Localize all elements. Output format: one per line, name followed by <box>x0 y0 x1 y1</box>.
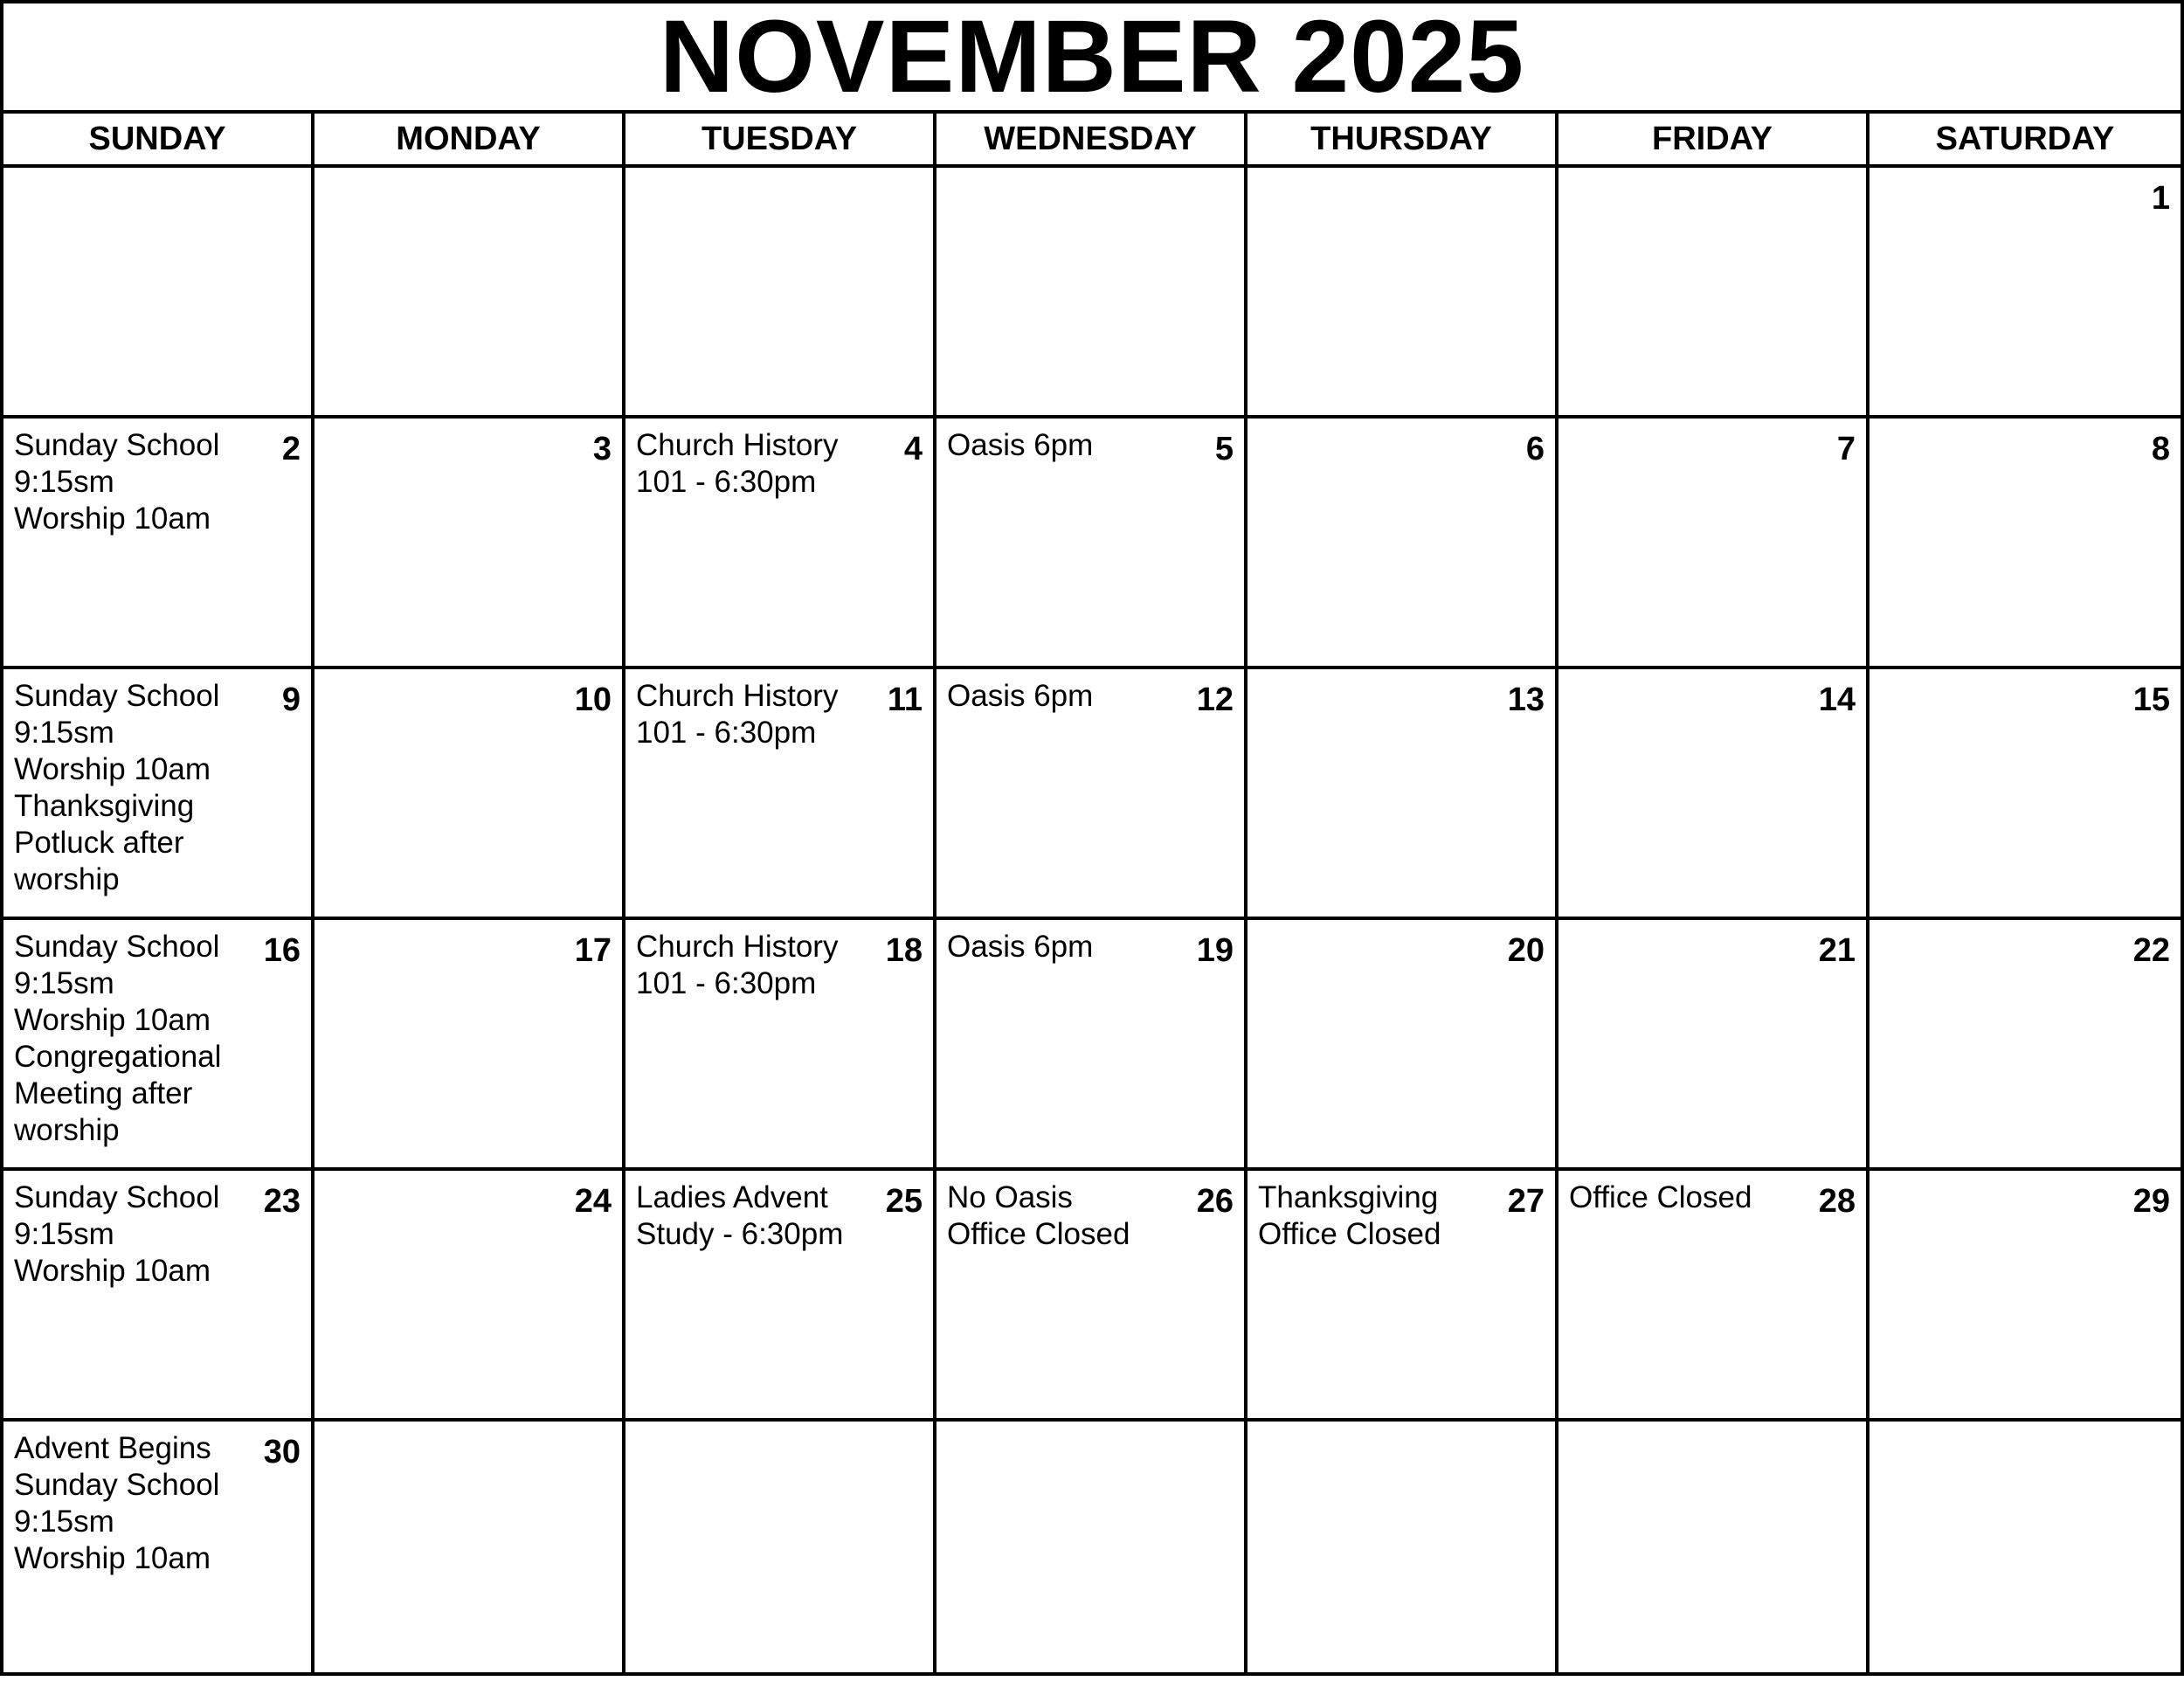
day-number: 17 <box>574 932 612 969</box>
event-text: Sunday School <box>14 930 220 964</box>
day-cell-18 <box>625 920 936 1167</box>
day-number: 5 <box>1214 431 1234 467</box>
day-number: 19 <box>1196 932 1234 969</box>
event-list <box>14 1180 255 1290</box>
day-cell-empty <box>1870 1422 2181 1672</box>
event-list <box>1569 1180 1810 1216</box>
day-number: 28 <box>1818 1183 1856 1220</box>
day-cell-empty <box>1559 1422 1870 1672</box>
day-number: 16 <box>263 932 301 969</box>
day-cell-empty <box>1248 1422 1559 1672</box>
event-text: Office Closed <box>1569 1180 1752 1214</box>
event-text: Sunday School <box>14 1180 220 1214</box>
day-number: 20 <box>1507 932 1545 969</box>
day-number: 11 <box>887 681 923 718</box>
month-title: NOVEMBER 2025 <box>3 3 2181 114</box>
week-row <box>3 1422 2181 1672</box>
day-number: 8 <box>2151 431 2170 467</box>
day-cell-empty <box>936 1422 1248 1672</box>
event-list <box>636 1180 877 1253</box>
day-number: 13 <box>1507 681 1545 718</box>
event-text: Potluck after <box>14 826 184 860</box>
day-cell-5 <box>936 419 1248 666</box>
day-cell-empty <box>625 168 936 415</box>
day-number: 26 <box>1196 1183 1234 1220</box>
day-cell-1 <box>1870 168 2181 415</box>
event-text: Worship 10am <box>14 1541 211 1575</box>
event-text: Oasis 6pm <box>947 428 1094 462</box>
day-cell-15 <box>1870 669 2181 917</box>
event-text: Office Closed <box>947 1217 1130 1251</box>
day-number: 1 <box>2151 180 2170 217</box>
day-cell-26 <box>936 1171 1248 1418</box>
day-cell-9 <box>3 669 314 917</box>
event-text: Congregational <box>14 1040 222 1074</box>
day-number: 25 <box>885 1183 923 1220</box>
event-list <box>14 929 255 1149</box>
event-text: Study - 6:30pm <box>636 1217 844 1251</box>
day-cell-12 <box>936 669 1248 917</box>
event-list <box>947 678 1188 715</box>
day-number: 7 <box>1836 431 1856 467</box>
event-text: Ladies Advent <box>636 1180 828 1214</box>
weekday-header-tuesday: TUESDAY <box>625 114 936 164</box>
day-number: 21 <box>1818 932 1856 969</box>
day-cell-27 <box>1248 1171 1559 1418</box>
day-cell-19 <box>936 920 1248 1167</box>
event-text: No Oasis <box>947 1180 1073 1214</box>
week-row <box>3 920 2181 1171</box>
event-list <box>14 427 255 537</box>
day-number: 18 <box>885 932 923 969</box>
day-cell-29 <box>1870 1171 2181 1418</box>
day-cell-8 <box>1870 419 2181 666</box>
day-cell-6 <box>1248 419 1559 666</box>
event-list <box>947 929 1188 965</box>
event-text: 101 - 6:30pm <box>636 966 817 1000</box>
day-cell-2 <box>3 419 314 666</box>
week-row <box>3 669 2181 920</box>
day-cell-3 <box>314 419 625 666</box>
day-number: 29 <box>2132 1183 2170 1220</box>
event-text: 9:15sm <box>14 716 114 750</box>
event-text: Sunday School <box>14 428 220 462</box>
day-cell-empty <box>936 168 1248 415</box>
day-number: 23 <box>263 1183 301 1220</box>
day-cell-11 <box>625 669 936 917</box>
day-number: 27 <box>1507 1183 1545 1220</box>
day-number: 15 <box>2132 681 2170 718</box>
event-list <box>636 929 877 1002</box>
day-cell-empty <box>314 1422 625 1672</box>
day-cell-24 <box>314 1171 625 1418</box>
day-cell-22 <box>1870 920 2181 1167</box>
day-cell-empty <box>1559 168 1870 415</box>
event-text: Meeting after <box>14 1076 193 1110</box>
day-cell-7 <box>1559 419 1870 666</box>
day-cell-16 <box>3 920 314 1167</box>
day-number: 14 <box>1818 681 1856 718</box>
event-text: Church History <box>636 930 839 964</box>
event-text: Sunday School <box>14 679 220 713</box>
day-number: 10 <box>574 681 612 718</box>
weekday-header-saturday: SATURDAY <box>1935 120 2115 157</box>
day-cell-empty <box>3 168 314 415</box>
weekday-header-row <box>3 114 2181 168</box>
event-list <box>14 678 255 898</box>
event-text: Worship 10am <box>14 1003 211 1037</box>
day-number: 12 <box>1196 681 1234 718</box>
day-number: 3 <box>592 431 612 467</box>
day-cell-20 <box>1248 920 1559 1167</box>
event-list <box>14 1430 255 1577</box>
day-number: 4 <box>903 431 923 467</box>
day-cell-30 <box>3 1422 314 1672</box>
event-text: 101 - 6:30pm <box>636 716 817 750</box>
day-cell-23 <box>3 1171 314 1418</box>
day-number: 30 <box>263 1434 301 1470</box>
event-text: Church History <box>636 428 839 462</box>
event-text: Worship 10am <box>14 752 211 786</box>
day-number: 24 <box>574 1183 612 1220</box>
day-cell-empty <box>314 168 625 415</box>
day-number: 6 <box>1525 431 1545 467</box>
day-cell-10 <box>314 669 625 917</box>
weekday-header-sunday: SUNDAY <box>3 114 314 164</box>
day-cell-21 <box>1559 920 1870 1167</box>
event-list <box>636 678 877 751</box>
event-text: Church History <box>636 679 839 713</box>
event-text: Worship 10am <box>14 502 211 536</box>
day-cell-14 <box>1559 669 1870 917</box>
event-text: 101 - 6:30pm <box>636 465 817 499</box>
week-row <box>3 168 2181 419</box>
day-cell-13 <box>1248 669 1559 917</box>
event-text: Advent Begins <box>14 1431 211 1465</box>
day-cell-17 <box>314 920 625 1167</box>
event-list <box>947 427 1188 464</box>
event-text: 9:15sm <box>14 966 114 1000</box>
day-number: 2 <box>281 431 301 467</box>
day-cell-25 <box>625 1171 936 1418</box>
event-text: 9:15sm <box>14 465 114 499</box>
event-text: Worship 10am <box>14 1254 211 1288</box>
event-text: 9:15sm <box>14 1505 114 1539</box>
day-number: 22 <box>2132 932 2170 969</box>
event-list <box>636 427 877 501</box>
day-cell-28 <box>1559 1171 1870 1418</box>
weekday-header-monday: MONDAY <box>314 114 625 164</box>
weekday-header-friday: FRIDAY <box>1559 114 1870 164</box>
event-text: Oasis 6pm <box>947 679 1094 713</box>
event-text: 9:15sm <box>14 1217 114 1251</box>
day-cell-empty <box>625 1422 936 1672</box>
event-text: worship <box>14 862 120 896</box>
week-row <box>3 1171 2181 1422</box>
day-cell-4 <box>625 419 936 666</box>
event-list <box>947 1180 1188 1253</box>
day-number: 9 <box>281 681 301 718</box>
week-row <box>3 419 2181 669</box>
event-text: Office Closed <box>1258 1217 1441 1251</box>
event-text: worship <box>14 1113 120 1147</box>
event-text: Oasis 6pm <box>947 930 1094 964</box>
event-list <box>1258 1180 1499 1253</box>
weekday-header-wednesday: WEDNESDAY <box>936 114 1248 164</box>
event-text: Sunday School <box>14 1468 220 1502</box>
event-text: Thanksgiving <box>1258 1180 1439 1214</box>
weekday-header-thursday: THURSDAY <box>1248 114 1559 164</box>
day-cell-empty <box>1248 168 1559 415</box>
event-text: Thanksgiving <box>14 789 195 823</box>
